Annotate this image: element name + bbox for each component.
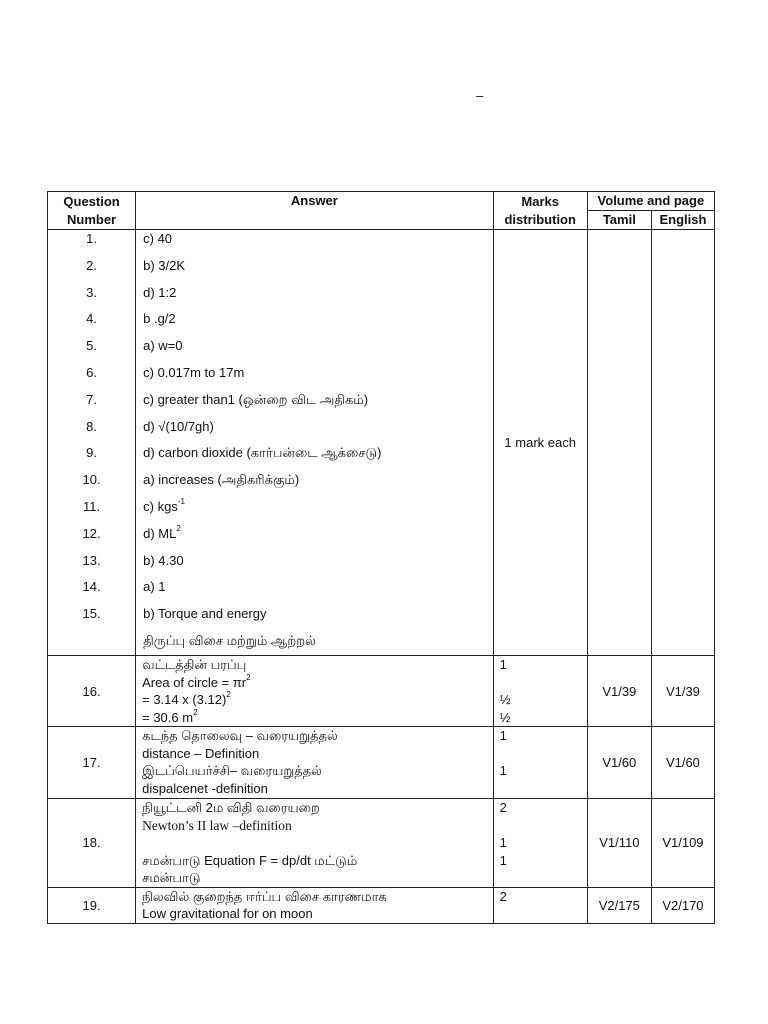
mcq-number-11: 11. [83, 498, 101, 514]
mcq-number-2: 2. [86, 257, 97, 273]
mcq-number-15: 15. [82, 606, 101, 622]
row-18-answer: நியூட்டனி 2ம விதி வரையறை Newton’s II law –definition சமன்பாடு Equation F = dp/dt மட்டும் சமன்பாடு [136, 799, 494, 888]
header-dash: – [476, 88, 484, 103]
row-18-number: 18. [48, 799, 136, 888]
mcq-tamil-cell [587, 230, 651, 656]
mcq-answer-14: a) 1 [143, 579, 166, 595]
mcq-number-4: 4. [86, 311, 97, 327]
row-17-tamil: V1/60 [587, 727, 651, 799]
header-english: English [651, 211, 714, 230]
row-19-answer: நிலவில் குறைந்த ஈர்ப்ப விசை காரணமாக Low gravitational for on moon [136, 887, 494, 923]
mcq-answers-cell [136, 230, 494, 656]
mcq-number-13: 13. [82, 552, 101, 568]
mcq-number-12: 12. [82, 525, 101, 541]
mcq-answer-7: c) greater than1 (ஒன்றை விட அதிகம்) [143, 391, 369, 407]
mcq-answer-15-tamil: திருப்பு விசை மற்றும் ஆற்றல் [143, 632, 316, 648]
mcq-answer-8: d) √(10/7gh) [143, 418, 214, 434]
mcq-number-3: 3. [86, 284, 97, 300]
mcq-answer-13: b) 4.30 [143, 552, 184, 568]
row-16-number: 16. [48, 656, 136, 727]
row-17-number: 17. [48, 727, 136, 799]
mcq-english-cell [651, 230, 714, 656]
mcq-numbers-cell [48, 230, 136, 656]
row-18-english: V1/109 [651, 799, 714, 888]
mcq-answer-11: c) kgs$^{-1}$ [143, 496, 185, 514]
mcq-answer-2: b) 3/2K [143, 257, 186, 273]
mcq-number-5: 5. [86, 338, 97, 354]
mcq-answer-15: b) Torque and energy [143, 606, 267, 622]
row-16-line-1: வட்டத்தின் பரப்பு [142, 657, 247, 672]
row-16-tamil: V1/39 [587, 656, 651, 727]
header-tamil: Tamil [587, 211, 651, 230]
row-19-english: V2/170 [651, 887, 714, 923]
row-16-marks: 1 ½ ½ [493, 656, 587, 727]
row-18-marks: 2 1 1 [493, 799, 587, 888]
row-17-english: V1/60 [651, 727, 714, 799]
header-question-number: Question Number [48, 192, 136, 230]
row-17-marks: 1 1 [493, 727, 587, 799]
mcq-answer-5: a) w=0 [143, 338, 183, 354]
mcq-number-9: 9. [86, 445, 97, 461]
row-16-line-3: = 3.14 x $(3.12)^2$ [142, 690, 231, 707]
mcq-answer-12: d) $ML^2$ [143, 523, 181, 541]
row-16-answer [136, 656, 494, 727]
mcq-number-8: 8. [86, 418, 97, 434]
mcq-answer-9: d) carbon dioxide (கார்பன்டை ஆக்சைடு) [143, 445, 382, 461]
row-16-line-2: Area of circle = $\pi r^2$ [142, 672, 251, 690]
mcq-number-1: 1. [86, 231, 97, 246]
mcq-number-7: 7. [86, 391, 97, 407]
mcq-answer-1: c) 40 [143, 231, 173, 246]
mcq-number-10: 10. [82, 472, 101, 488]
header-marks: Marks distribution [493, 192, 587, 230]
row-19-number: 19. [48, 887, 136, 923]
mcq-answer-3: d) 1:2 [143, 284, 177, 300]
row-19-tamil: V2/175 [587, 887, 651, 923]
header-answer: Answer [136, 192, 494, 230]
row-17-answer: கடந்த தொலைவு – வரையறுத்தல் distance – Definition இடப்பெயர்ச்சி– வரையறுத்தல் dispalcenet -definition [136, 727, 494, 799]
mcq-marks-cell: 1 mark each [493, 230, 587, 656]
row-18-tamil: V1/110 [587, 799, 651, 888]
mcq-number-6: 6. [86, 364, 97, 380]
row-16-english: V1/39 [651, 656, 714, 727]
row-19-marks: 2 [493, 887, 587, 923]
mcq-answer-4: b .g/2 [143, 311, 176, 327]
mcq-answer-6: c) 0.017m to 17m [143, 364, 245, 380]
header-volume-page: Volume and page [587, 192, 714, 211]
mcq-answer-10: a) increases (அதிகரிக்கும்) [143, 472, 300, 488]
mcq-number-14: 14. [82, 579, 101, 595]
row-16-line-4: = 30.6 $m^2$ [142, 707, 198, 725]
answer-key-table [47, 191, 715, 924]
